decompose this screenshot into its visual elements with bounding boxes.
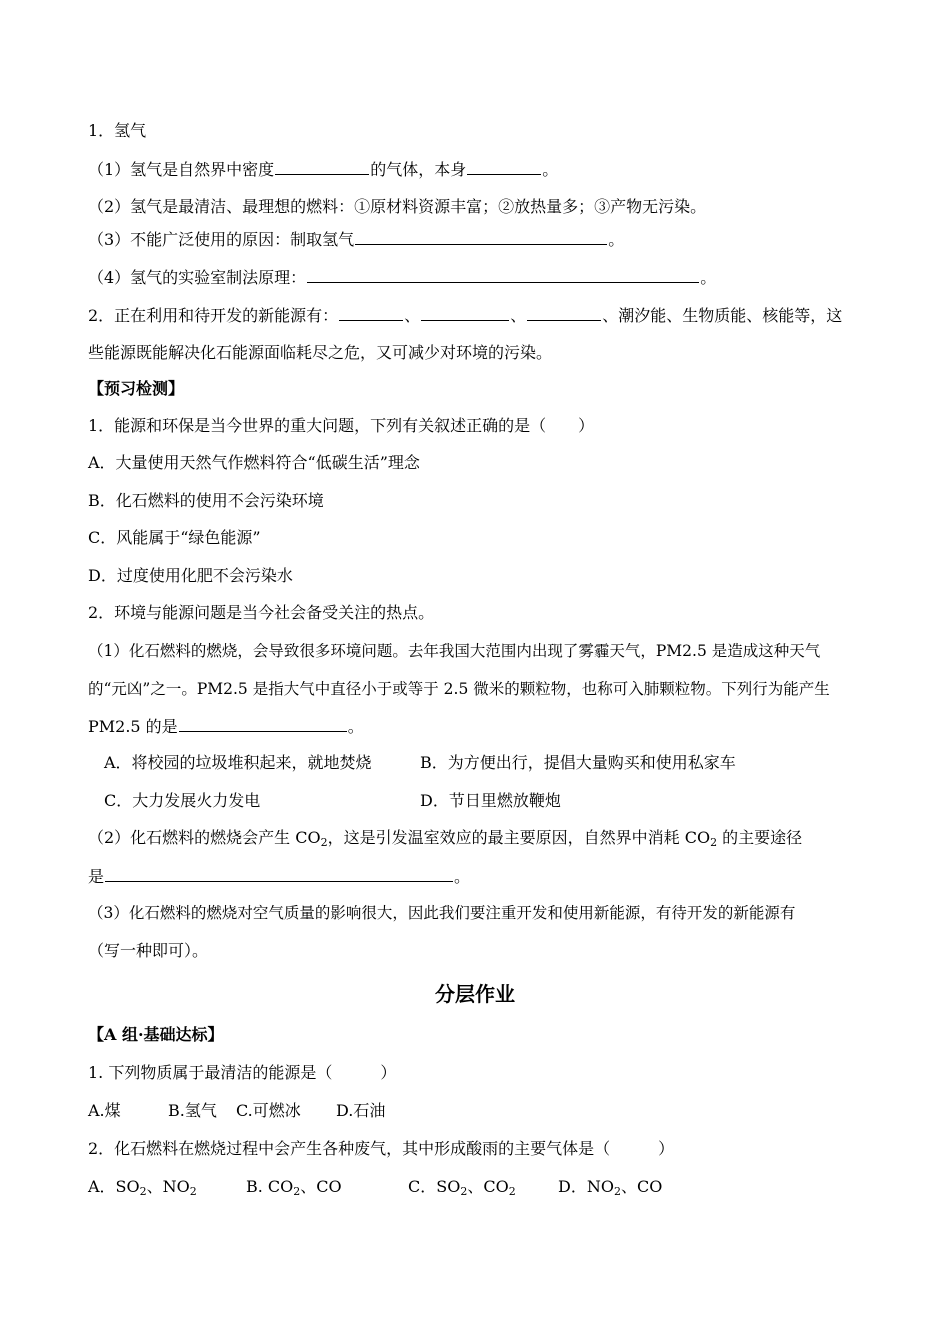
answer-blank[interactable]: [467, 158, 541, 175]
hydrogen-q4: [88, 266, 716, 289]
q1-text-a: （1）氢气是自然界中密度: [88, 160, 275, 179]
preview-q2-2-line1: [88, 827, 802, 849]
co2-text-a: （2）化石燃料的燃烧会产生 CO: [88, 828, 321, 847]
hydrogen-q1: [88, 158, 558, 181]
subscript: 2: [189, 1185, 197, 1198]
hw-q1-option-b: B.氢气: [168, 1101, 217, 1120]
preview-header: 【预习检测】: [88, 379, 185, 398]
hw-q1-option-d: D.石油: [336, 1101, 386, 1120]
answer-blank[interactable]: [105, 865, 453, 882]
pm-text-b: 。: [347, 717, 364, 736]
q4-text-a: （4）氢气的实验室制法原理：: [88, 268, 307, 287]
co2-text-b: ，这是引发温室效应的最主要原因，自然界中消耗 CO: [327, 828, 711, 847]
new-energy-line2: 些能源既能解决化石能源面临耗尽之危，又可减少对环境的污染。: [88, 343, 553, 362]
preview-q1-option-d: D．过度使用化肥不会污染水: [88, 566, 293, 585]
homework-q2-options: [88, 1176, 662, 1198]
preview-q2-1-option-a: A．将校园的垃圾堆积起来，就地焚烧: [104, 753, 372, 772]
group-a-header: 【A 组·基础达标】: [88, 1025, 224, 1044]
preview-q2-1-line1: （1）化石燃料的燃烧，会导致很多环境问题。去年我国大范围内出现了雾霾天气，PM2.5 是造成这种天气: [88, 642, 821, 660]
co2-text-e: 。: [454, 867, 471, 886]
preview-q2-1-option-c: C．大力发展火力发电: [104, 791, 261, 810]
sep: 、: [404, 306, 421, 325]
homework-q1: 1. 下列物质属于最清洁的能源是（ ）: [88, 1063, 397, 1082]
opt-text: D．NO: [558, 1177, 614, 1196]
preview-q1-option-b: B．化石燃料的使用不会污染环境: [88, 491, 324, 510]
preview-q2-1-line2: 的“元凶”之一。PM2.5 是指大气中直径小于或等于 2.5 微米的颗粒物，也称可入肺颗粒物。下列行为能产生: [88, 680, 830, 698]
co2-text-c: 的主要途径: [717, 828, 803, 847]
subscript: 2: [613, 1185, 621, 1198]
answer-blank[interactable]: [179, 715, 347, 732]
answer-blank[interactable]: [339, 304, 403, 321]
opt-text: 、CO: [620, 1177, 663, 1196]
ne-text-a: 2．正在利用和待开发的新能源有：: [88, 306, 339, 325]
q1-text-c: 。: [542, 160, 559, 179]
preview-q2: 2．环境与能源问题是当今社会备受关注的热点。: [88, 603, 435, 622]
preview-q2-1-option-b: B．为方便出行，提倡大量购买和使用私家车: [420, 753, 736, 772]
hydrogen-q3: [88, 228, 624, 251]
hw-q2-option-d: [558, 1177, 662, 1196]
subscript: 2: [710, 836, 718, 849]
q1-text-b: 的气体，本身: [370, 160, 467, 179]
subscript: 2: [320, 836, 328, 849]
hw-q1-option-c: C.可燃冰: [236, 1101, 301, 1120]
q3-text-a: （3）不能广泛使用的原因：制取氢气: [88, 230, 355, 249]
opt-text: C．SO: [408, 1177, 461, 1196]
hydrogen-heading: 1．氢气: [88, 121, 147, 140]
sep: 、: [510, 306, 527, 325]
preview-q1: 1．能源和环保是当今世界的重大问题，下列有关叙述正确的是（ ）: [88, 416, 595, 435]
answer-blank[interactable]: [355, 228, 607, 245]
opt-text: 、CO: [467, 1177, 509, 1196]
preview-q2-3-line1: （3）化石燃料的燃烧对空气质量的影响很大，因此我们要注重开发和使用新能源，有待开发的新能源有: [88, 904, 796, 922]
opt-text: 、NO: [146, 1177, 190, 1196]
preview-q2-1-line3: [88, 715, 364, 738]
homework-title: 分层作业: [435, 982, 515, 1006]
answer-blank[interactable]: [421, 304, 509, 321]
co2-text-d: 是: [88, 867, 105, 886]
q3-text-b: 。: [608, 230, 625, 249]
preview-q2-3-line2: （写一种即可）。: [88, 941, 209, 960]
preview-q1-option-c: C．风能属于“绿色能源”: [88, 528, 261, 547]
subscript: 2: [139, 1185, 147, 1198]
new-energy-line1: [88, 304, 842, 327]
hw-q2-option-a: [88, 1176, 246, 1198]
opt-text: B. CO: [246, 1177, 294, 1196]
preview-q1-option-a: A．大量使用天然气作燃料符合“低碳生活”理念: [88, 453, 420, 472]
answer-blank[interactable]: [275, 158, 369, 175]
opt-text: A．SO: [88, 1177, 140, 1196]
preview-q2-1-option-d: D．节日里燃放鞭炮: [420, 791, 561, 810]
answer-blank[interactable]: [527, 304, 601, 321]
subscript: 2: [293, 1185, 301, 1198]
homework-q1-options: [88, 1100, 385, 1122]
homework-q2: 2．化石燃料在燃烧过程中会产生各种废气，其中形成酸雨的主要气体是（ ）: [88, 1139, 675, 1158]
hw-q2-option-b: [246, 1176, 408, 1198]
hw-q2-option-c: [408, 1176, 558, 1198]
subscript: 2: [508, 1185, 516, 1198]
opt-text: 、CO: [300, 1177, 342, 1196]
answer-blank[interactable]: [307, 266, 699, 283]
preview-q2-2-line2: [88, 865, 470, 888]
q4-text-b: 。: [700, 268, 717, 287]
pm-text-a: PM2.5 的是: [88, 717, 178, 736]
ne-text-b: 、潮汐能、生物质能、核能等，这: [602, 306, 843, 325]
hydrogen-q2: （2）氢气是最清洁、最理想的燃料：①原材料资源丰富；②放热量多；③产物无污染。: [88, 197, 707, 216]
hw-q1-option-a: A.煤: [88, 1101, 121, 1120]
subscript: 2: [460, 1185, 468, 1198]
